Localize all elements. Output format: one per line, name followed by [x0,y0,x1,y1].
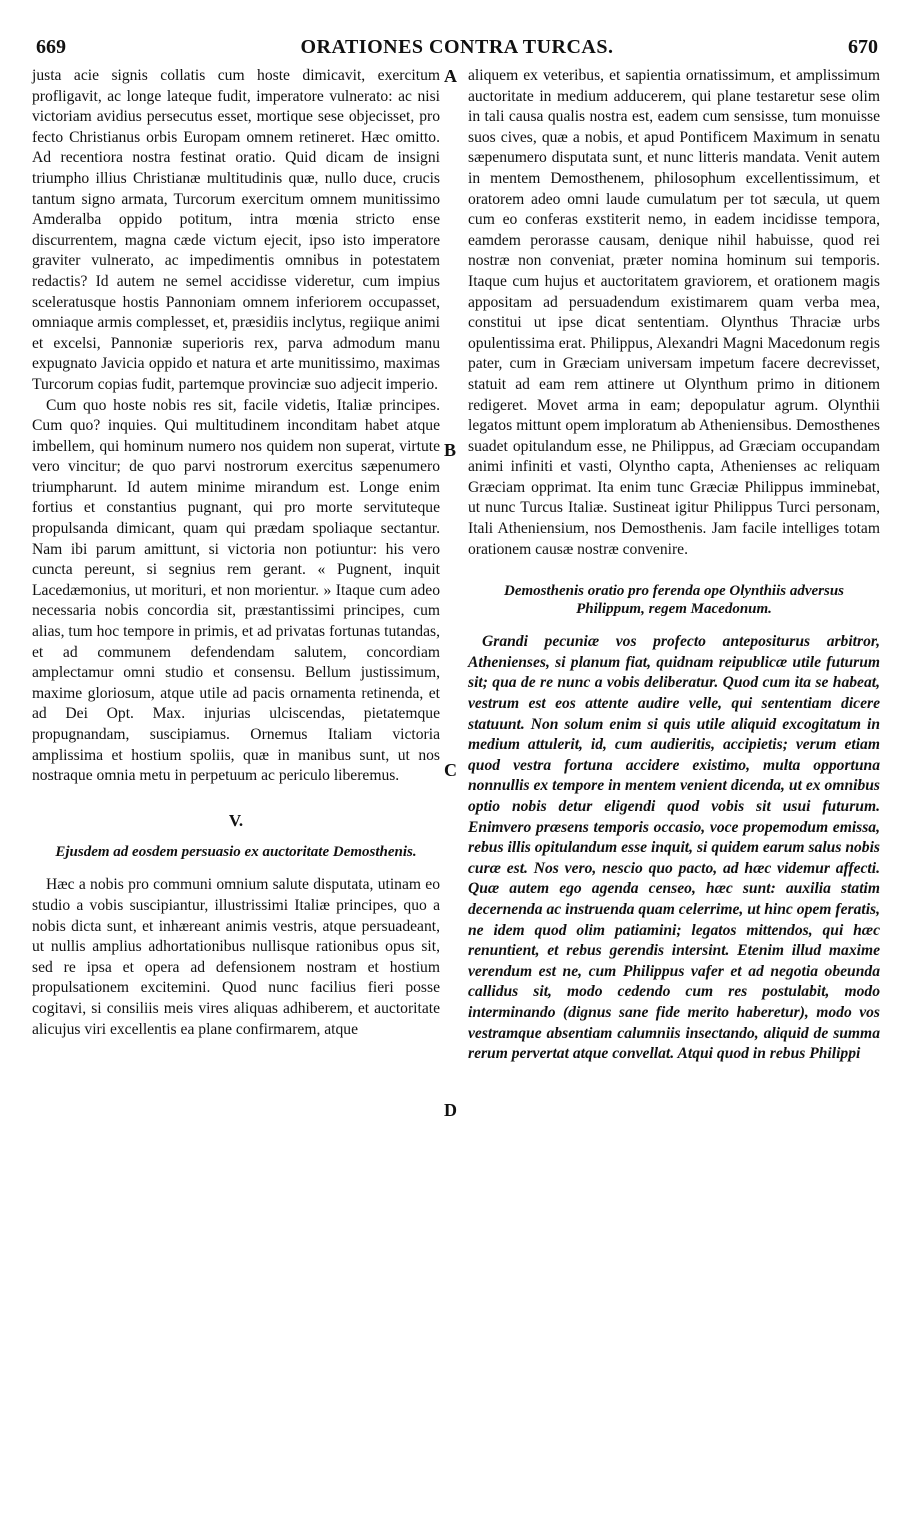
right-paragraph-1: aliquem ex veteribus, et sapientia ornatissimum, et amplissimum auctoritate in medium adducerem, qui plane testaretur sese olim in tali causa qualis nostra est, eadem cum sensisse, tum monuisse suos cives, quæ a nobis, et apud Pontificem Maximum in senatu sæpenumero disputata sunt, et nunc litteris mandata. Venit autem in mentem Demosthenem, philosophum excellentissimum, et oratorem adeo omni laude cumulatum per tot sæcula, ut quem cum eo conferas exstiterit nemo, in eadem incidisse tempora, eamdem perorasse causam, denique nihil habuisse, quod rei nostræ non conveniat, præter nomina hominum sui temporis. Itaque cum hujus et auctoritatem graviorem, et orationem magis appositam ad persuadendum existimarem quam verba mea, constitui ut ipse dicat sententiam. Olynthus Thraciæ urbs opulentissima erat. Philippus, Alexandri Magni Macedonum regis pater, cum in Græciam universam impetum facere decrevisset, statuit ad eam rem attinere ut Olynthum primo in ditionem redigeret. Movet arma in eam; depopulatur agrum. Olynthii legatos mittunt opem imploratum ab Atheniensibus. Demosthenes suadet opitulandum esse, ne Philippus, ad Græciam occupandam animi infiniti et vasti, Olyntho capta, Athenienses ac reliquam Græciam opprimat. Ita enim tunc Græciæ Philippus imminebat, ut nunc Turcus Italiæ. Sustineat igitur Philippus Turci personam, Itali Atheniensium, nos Demosthenis. Jam facile intelliges totam orationem causæ nostræ convenire. [468,67,880,558]
section-number: V. [228,810,244,830]
right-column [468,66,880,1065]
left-column [32,66,440,1040]
right-paragraph-2: Grandi pecuniæ vos profecto antepositurus arbitror, Athenienses, si planum fiat, quidnam reipublicæ utile futurum sit; qua de re nunc a vobis deliberatur. Quod cum ita se habeat, vestrum est eos attente audire velle, qui sententiam dicere statuunt. Non solum enim si quis utile aliquid excogitatum in medium attulerit, id, cum audieritis, accipietis; verum etiam quod vestra fortuna accidere existimo, multa opportuna nonnullis ex tempore in mentem venient dicenda, ut ex omnibus optio nobis detur eligendi quod vobis sit usui futurum. Enimvero præsens temporis occasio, voce propemodum emissa, rebus illis opitulandum esse inquit, si quidem earum salus nobis curæ est. Nos vero, nescio quo pacto, ad hæc videmur affecti. Quæ autem ego agenda censeo, hæc sunt: auxilia statim decernenda ac instruenda quam celerrime, ut hinc opem feratis, ne idem quod olim patiamini; legatos mittendos, qui hæc renuntient, et rebus gerendis intersint. Etenim illud maxime verendum est ne, cum Philippus vafer et ad negotia obeunda callidus sit, modo cedendo cum res postulabit, modo interminando (dignus sane fide merito haberetur), modo vos vestramque absentiam calumniis insectando, aliquid de summa rerum pervertat atque convellat. Atqui quod in rebus Philippi [468,633,880,1063]
margin-marker-d: D [444,1100,457,1120]
section-title-left: Ejusdem ad eosdem persuasio ex auctoritate Demosthenis. [55,844,417,861]
left-paragraph-3: Hæc a nobis pro communi omnium salute disputata, utinam eo studio a vobis suscipiantur, illustrissimi Italiæ principes, quo a nobis dicta sunt, et inhæreant animis vestris, atque persuadeant, ut nullis amplius adhortationibus nullisque rationibus opus sit, sed re ipsa et opera ad defensionem nostram et hostium propulsationem excitemini. Quod nunc facilius fieri posse cogitavi, si consiliis meis vires aliquas adhiberem, et auctoritate alicujus viri excellentis ea plane confirmarem, atque [32,876,440,1038]
left-paragraph-1: justa acie signis collatis cum hoste dimicavit, exercitum profligavit, ac longe lateque fudit, imperatore vulnerato: ac nisi victoriam avidius persecutus esset, mortique sese objecisset, pro fecto Christianus orbis Europam omnem retineret. Hæc omitto. Ad recentiora nostra festinat oratio. Quid dicam de insigni triumpho illius Christianæ multitudinis quæ, nullo duce, crucis tantum signo armata, Turcorum exercitum omnem munitissimo Amderalba oppido potitum, intra mœnia stricto ense discurrentem, magna cæde victum ejecit, ipso isto imperatore graviter vulnerato, ac impedimentis omnibus in potestatem redactis? Id autem ne semel accidisse videretur, cum impius sceleratusque hostis Pannoniam omnem inferiorem occupasset, omniaque armis complesset, et, præsidiis inclytus, regiique animi et excelsi, Pannoniæ superioris rex, parva admodum manu expugnato Javicia oppido et natura et arte munitissimo, maximas Turcorum copias fudit, partemque provinciæ suo adjecit imperio. [32,67,440,393]
running-header [36,36,878,62]
left-paragraph-2: Cum quo hoste nobis res sit, facile videtis, Italiæ principes. Cum quo? inquies. Qui multitudinem inconditam habet atque imbellem, qui hominum numero nos quidem non superat, virtute vero vincitur; de quo parvi nostrorum exercitus sæpenumero triumpharunt. Id autem minime mirandum est. Longe enim fortius et constantius pugnant, qui pro morte servituteque propulsanda dimicant, quam qui prædam spoliaque sectantur. Nam ibi parum amittunt, si victoria non potiuntur: his vero cuncta pereunt, si segnius rem gerant. « Pugnent, inquit Lacedæmonius, ut morituri, et non morientur. » Itaque cum adeo necessaria nobis concordia sit, præstantissimi principes, cum alias, tum hoc tempore in primis, et ad privatas fortunas tutandas, et ad communem defendendam salutem, concordiam amplectamur omni studio et consensu. Bellum justissimum, maxime gloriosum, atque utile ad pacis ornamenta retinenda, et ad Dei Opt. Max. injurias ulciscendas, pietatemque propugnandam, suscipiamus. Ornemus Italiam victoria amplissima et hostium spoliis, quæ in manibus sunt, ut nos nostraque omnia metu in perpetuum ac periculo liberemus. [32,396,440,785]
running-title: ORATIONES CONTRA TURCAS. [300,36,614,58]
divider [468,560,880,582]
page-number-right: 670 [848,36,878,58]
margin-marker-a: A [444,66,457,86]
margin-marker-b: B [444,440,457,460]
section-title-right: Demosthenis oratio pro ferenda ope Olynthiis adversus Philippum, regem Macedonum. [503,583,845,618]
margin-marker-c: C [444,760,457,780]
page-number-left: 669 [36,36,66,58]
